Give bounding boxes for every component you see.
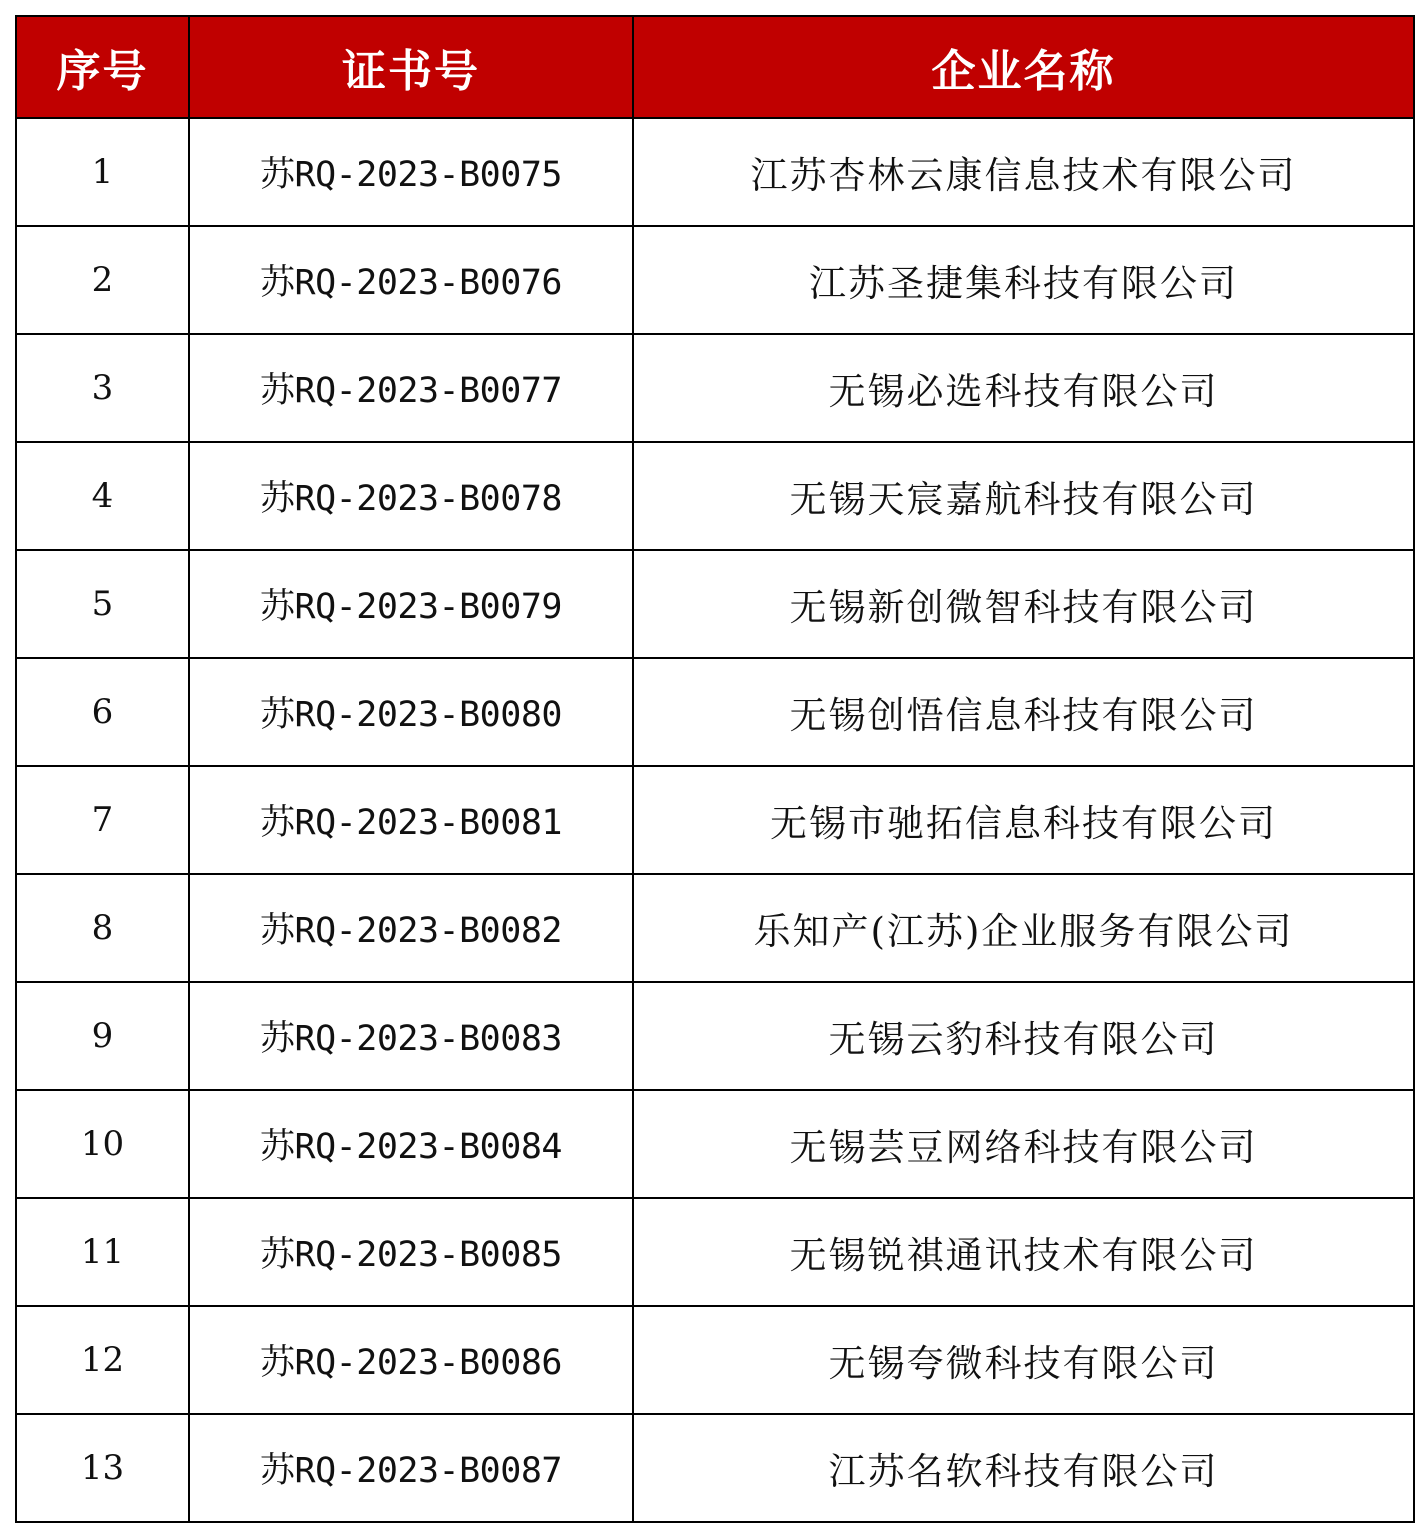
header-certificate-number: 证书号 <box>189 16 633 118</box>
serial-number-cell: 8 <box>16 874 189 982</box>
certificate-number-cell: 苏RQ-2023-B0080 <box>189 658 633 766</box>
header-company-name: 企业名称 <box>633 16 1414 118</box>
table-row <box>16 874 1414 982</box>
serial-number-cell: 6 <box>16 658 189 766</box>
company-name-cell: 无锡锐祺通讯技术有限公司 <box>633 1198 1414 1306</box>
company-name-cell: 无锡必选科技有限公司 <box>633 334 1414 442</box>
company-name-cell: 无锡创悟信息科技有限公司 <box>633 658 1414 766</box>
certificate-number-cell: 苏RQ-2023-B0081 <box>189 766 633 874</box>
certificate-number-cell: 苏RQ-2023-B0076 <box>189 226 633 334</box>
table-row <box>16 658 1414 766</box>
company-name-cell: 江苏圣捷集科技有限公司 <box>633 226 1414 334</box>
table-header-row <box>16 16 1414 118</box>
certificate-number-cell: 苏RQ-2023-B0086 <box>189 1306 633 1414</box>
table-row <box>16 1090 1414 1198</box>
company-name-cell: 江苏名软科技有限公司 <box>633 1414 1414 1522</box>
serial-number-cell: 7 <box>16 766 189 874</box>
serial-number-cell: 9 <box>16 982 189 1090</box>
table-row <box>16 442 1414 550</box>
serial-number-cell: 4 <box>16 442 189 550</box>
serial-number-cell: 1 <box>16 118 189 226</box>
company-name-cell: 无锡天宸嘉航科技有限公司 <box>633 442 1414 550</box>
table-row <box>16 982 1414 1090</box>
certificate-number-cell: 苏RQ-2023-B0075 <box>189 118 633 226</box>
table-row <box>16 334 1414 442</box>
certificate-number-cell: 苏RQ-2023-B0077 <box>189 334 633 442</box>
certificate-table <box>15 15 1415 1523</box>
serial-number-cell: 2 <box>16 226 189 334</box>
header-serial-number: 序号 <box>16 16 189 118</box>
company-name-cell: 无锡芸豆网络科技有限公司 <box>633 1090 1414 1198</box>
company-name-cell: 江苏杏林云康信息技术有限公司 <box>633 118 1414 226</box>
table-row <box>16 766 1414 874</box>
company-name-cell: 乐知产(江苏)企业服务有限公司 <box>633 874 1414 982</box>
table-body <box>16 118 1414 1522</box>
serial-number-cell: 3 <box>16 334 189 442</box>
serial-number-cell: 5 <box>16 550 189 658</box>
table-row <box>16 1198 1414 1306</box>
serial-number-cell: 11 <box>16 1198 189 1306</box>
certificate-number-cell: 苏RQ-2023-B0082 <box>189 874 633 982</box>
certificate-number-cell: 苏RQ-2023-B0084 <box>189 1090 633 1198</box>
certificate-number-cell: 苏RQ-2023-B0085 <box>189 1198 633 1306</box>
serial-number-cell: 10 <box>16 1090 189 1198</box>
table-row <box>16 118 1414 226</box>
certificate-number-cell: 苏RQ-2023-B0078 <box>189 442 633 550</box>
certificate-number-cell: 苏RQ-2023-B0079 <box>189 550 633 658</box>
certificate-number-cell: 苏RQ-2023-B0083 <box>189 982 633 1090</box>
serial-number-cell: 12 <box>16 1306 189 1414</box>
company-name-cell: 无锡夸微科技有限公司 <box>633 1306 1414 1414</box>
table-row <box>16 226 1414 334</box>
table-row <box>16 550 1414 658</box>
certificate-number-cell: 苏RQ-2023-B0087 <box>189 1414 633 1522</box>
table-row <box>16 1306 1414 1414</box>
serial-number-cell: 13 <box>16 1414 189 1522</box>
company-name-cell: 无锡市驰拓信息科技有限公司 <box>633 766 1414 874</box>
company-name-cell: 无锡云豹科技有限公司 <box>633 982 1414 1090</box>
company-name-cell: 无锡新创微智科技有限公司 <box>633 550 1414 658</box>
table-row <box>16 1414 1414 1522</box>
